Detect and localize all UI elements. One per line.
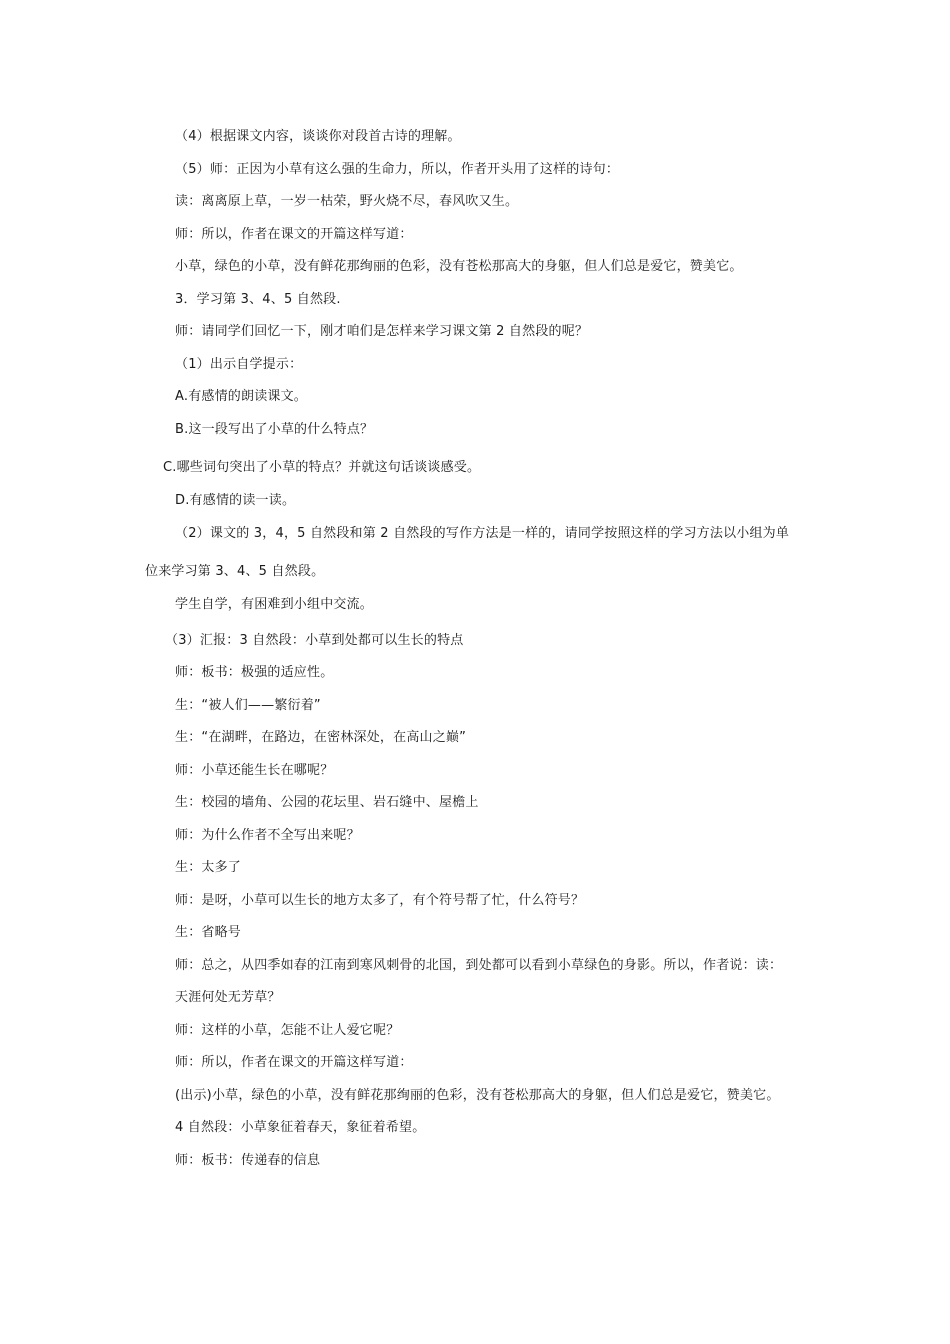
text-line: 位来学习第 3、4、5 自然段。 [145,564,325,579]
text-line: A.有感情的朗读课文。 [175,389,307,404]
text-line: 生：省略号 [175,925,242,940]
text-line: （5）师：正因为小草有这么强的生命力，所以，作者开头用了这样的诗句： [175,162,620,177]
text-line: （1）出示自学提示： [175,357,303,372]
text-line: 师：板书：传递春的信息 [175,1153,321,1168]
text-line: 师：小草还能生长在哪呢？ [175,763,334,778]
text-line: 师：所以，作者在课文的开篇这样写道： [175,227,413,242]
text-line: 师：是呀，小草可以生长的地方太多了，有个符号帮了忙，什么符号？ [175,893,585,908]
text-line: C.哪些词句突出了小草的特点？并就这句话谈谈感受。 [163,460,481,475]
text-line: （2）课文的 3，4，5 自然段和第 2 自然段的写作方法是一样的，请同学按照这样的学习方法以小组为单 [175,526,790,541]
text-line: 天涯何处无芳草？ [175,990,281,1005]
text-line: 师：所以，作者在课文的开篇这样写道： [175,1055,413,1070]
text-line: 生：校园的墙角、公园的花坛里、岩石缝中、屋檐上 [175,795,479,810]
text-line: 师：请同学们回忆一下，刚才咱们是怎样来学习课文第 2 自然段的呢？ [175,324,589,339]
text-line: 师：总之，从四季如春的江南到寒风刺骨的北国，到处都可以看到小草绿色的身影。所以，作者说：读： [175,958,783,973]
text-line: 生：“在湖畔，在路边，在密林深处，在高山之巅” [175,730,467,745]
text-line: 4 自然段：小草象征着春天，象征着希望。 [175,1120,426,1135]
text-line: D.有感情的读一读。 [175,493,296,508]
text-line: 师：这样的小草，怎能不让人爱它呢？ [175,1023,400,1038]
text-line: 小草，绿色的小草，没有鲜花那绚丽的色彩，没有苍松那高大的身躯，但人们总是爱它，赞美它。 [175,259,743,274]
text-line: 读：离离原上草，一岁一枯荣，野火烧不尽，春风吹又生。 [175,194,519,209]
text-line: 师：为什么作者不全写出来呢？ [175,828,360,843]
text-line: 生：“被人们——繁衍着” [175,698,321,713]
text-line: （3）汇报：3 自然段：小草到处都可以生长的特点 [165,633,464,648]
text-line: (出示)小草，绿色的小草，没有鲜花那绚丽的色彩，没有苍松那高大的身躯，但人们总是爱它，赞美它。 [175,1088,780,1103]
text-line: 生：太多了 [175,860,242,875]
text-line: 3．学习第 3、4、5 自然段. [175,292,341,307]
text-line: 学生自学，有困难到小组中交流。 [175,597,374,612]
text-line: （4）根据课文内容，谈谈你对段首古诗的理解。 [175,129,461,144]
text-line: 师：板书：极强的适应性。 [175,665,334,680]
text-line: B.这一段写出了小草的什么特点？ [175,422,374,437]
